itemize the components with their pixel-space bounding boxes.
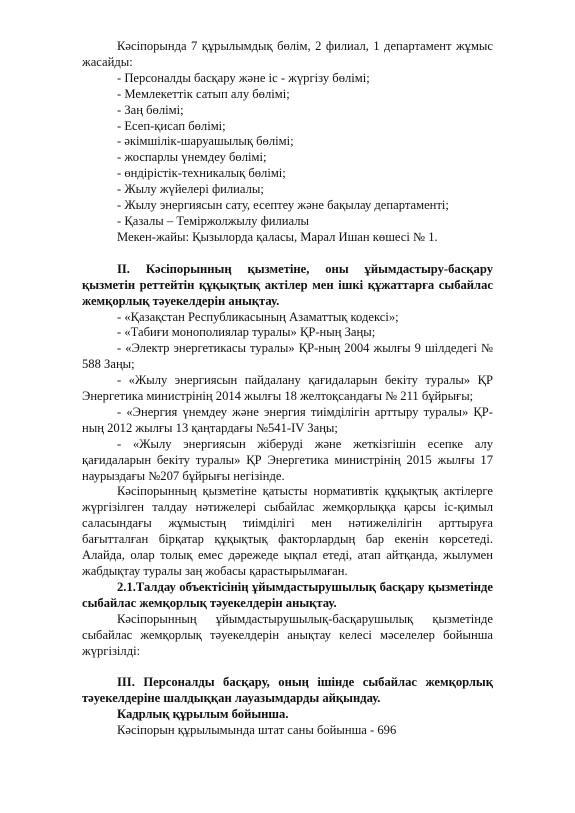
section-2-1-text: Кәсіпорынның ұйымдастырушылық-басқарушылық қызметінде сыбайлас жемқорлық тәуекелдерін анықтау келесі мәселелер бойынша жүргізілді: xyxy=(82,611,493,658)
department-item: - Есеп-қисап бөлімі; xyxy=(117,118,226,133)
section-2-1-heading: 2.1.Талдау объектісінің ұйымдастырушылық басқару қызметінде сыбайлас жемқорлық тәуекелдерін анықтау. xyxy=(82,579,493,610)
legal-act-item: - «Жылу энергиясын жіберуді және жеткізгішін есепке алу қағидаларын бекіту туралы» ҚР Энергетика министрінің 2015 жылғы 17 наурыздағы №207 бұйрығы негізінде. xyxy=(82,436,493,483)
department-item: - жоспарлы үнемдеу бөлімі; xyxy=(117,150,267,165)
department-item: - әкімшілік-шаруашылық бөлімі; xyxy=(117,134,294,149)
spacer xyxy=(82,659,493,675)
address-line: Мекен-жайы: Қызылорда қаласы, Марал Ишан көшесі № 1. xyxy=(117,229,438,244)
legal-act-item: - «Қазақстан Республикасының Азаматтық кодексі»; xyxy=(117,309,399,324)
section-3-heading: III. Персоналды басқару, оның ішінде сыбайлас жемқорлық тәуекелдеріне шалдыққан лауазымдарды айқындау. xyxy=(82,675,493,706)
legal-acts-list xyxy=(82,310,493,485)
department-list xyxy=(82,71,493,230)
department-item: - өндірістік-техникалық бөлімі; xyxy=(117,166,286,181)
legal-act-item: - «Энергия үнемдеу және энергия тиімділігін арттыру туралы» ҚР-ның 2012 жылғы 13 қаңтардағы №541-IV Заңы; xyxy=(82,404,493,435)
analysis-paragraph: Кәсіпорынның қызметіне қатысты нормативтік құқықтық актілерге жүргізілген талдау нәтижелері сыбайлас жемқорлыққа қарсы іс-қимыл саласындағы жұмыстың тиімділігі мен нәтижелілігін арттыруға бағытталған бірқатар құқықтық факторлардың бар екенін көрсетеді. Алайда, олар толық емес дәрежеде ықпал етеді, атап айтқанда, жылумен жабдықтау туралы заң жобасы қарастырылмаған. xyxy=(82,484,493,578)
department-item: - Жылу энергиясын сату, есептеу және бақылау департаменті; xyxy=(117,198,449,213)
legal-act-item: - «Электр энергетикасы туралы» ҚР-ның 2004 жылғы 9 шілдедегі № 588 Заңы; xyxy=(82,341,493,372)
section-3-subheading: Кадрлық құрылым бойынша. xyxy=(117,707,289,722)
legal-act-item: - «Жылу энергиясын пайдалану қағидаларын бекіту туралы» ҚР Энергетика министрінің 2014 жылғы 18 желтоқсандағы № 211 бұйрығы; xyxy=(82,373,493,404)
department-item: - Жылу жүйелері филиалы; xyxy=(117,182,264,197)
department-item: - Персоналды басқару және іс - жүргізу бөлімі; xyxy=(117,70,370,85)
section-2-heading: II. Кәсіпорынның қызметіне, оны ұйымдастыру-басқару қызметін реттейтін құқықтық актілер мен ішкі құжаттарға сыбайлас жемқорлық тәуекелдерін анықтау. xyxy=(82,261,493,308)
intro-paragraph: Кәсіпорында 7 құрылымдық бөлім, 2 филиал, 1 департамент жұмыс жасайды: xyxy=(82,39,493,69)
department-item: - Мемлекеттік сатып алу бөлімі; xyxy=(117,86,290,101)
legal-act-item: - «Табиғи монополиялар туралы» ҚР-ның Заңы; xyxy=(117,325,376,340)
department-item: - Заң бөлімі; xyxy=(117,102,184,117)
department-item: - Қазалы – Теміржолжылу филиалы xyxy=(117,213,309,228)
section-3-text: Кәсіпорын құрылымында штат саны бойынша - 696 xyxy=(117,723,397,738)
spacer xyxy=(82,246,493,262)
